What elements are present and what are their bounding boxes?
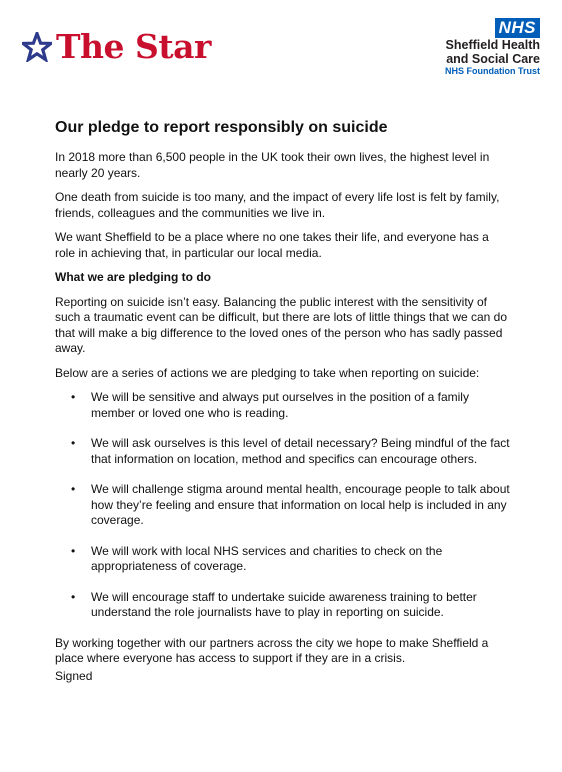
list-item (55, 482, 510, 529)
nhs-foundation-trust: NHS Foundation Trust (445, 66, 540, 76)
nhs-badge: NHS (495, 18, 540, 38)
the-star-wordmark: The Star (56, 27, 211, 66)
list-item (55, 390, 510, 421)
intro-paragraph-2: One death from suicide is too many, and the impact of every life lost is felt by family, friends, colleagues and the communities we live in. (55, 190, 500, 220)
the-star-logo (22, 27, 211, 66)
list-item (55, 590, 510, 621)
list-item (55, 544, 510, 575)
document-title: Our pledge to report responsibly on suicide (55, 119, 388, 136)
list-item (55, 436, 510, 467)
pledge-intro-paragraph: Reporting on suicide isn’t easy. Balancing the public interest with the sensitivity of such a traumatic event can be difficult, but there are lots of little things that we can do that will make a big difference to the loved ones of the person who has sadly passed away. (55, 294, 508, 355)
letterhead (0, 0, 562, 95)
action-text: We will work with local NHS services and charities to check on the appropriateness of coverage. (91, 543, 443, 573)
pledge-document (55, 118, 510, 676)
closing-paragraph: By working together with our partners across the city we hope to make Sheffield a place where everyone has access to support if they are in a crisis. (55, 635, 489, 665)
bullet-icon: • (71, 390, 76, 404)
action-text: We will challenge stigma around mental health, encourage people to talk about how they’re feeling and ensure that information on local help is included in any coverage. (91, 482, 510, 527)
star-icon (22, 32, 52, 62)
signature-line: Signed (55, 669, 93, 683)
action-text: We will ask ourselves is this level of detail necessary? Being mindful of the fact that information on location, method and specifics can encourage others. (91, 436, 510, 466)
nhs-org-line-2: and Social Care (446, 52, 540, 66)
bullet-icon: • (71, 543, 76, 558)
actions-list (55, 390, 510, 621)
action-text: We will encourage staff to undertake suicide awareness training to better understand the role journalists have to play in reporting on suicide. (91, 589, 477, 619)
action-text: We will be sensitive and always put ourselves in the position of a family member or loved one who is reading. (91, 390, 469, 420)
intro-paragraph-3: We want Sheffield to be a place where no one takes their life, and everyone has a role in achieving that, in particular our local media. (55, 230, 489, 260)
bullet-icon: • (71, 482, 76, 496)
nhs-org-line-1: Sheffield Health (445, 38, 540, 52)
actions-intro-paragraph: Below are a series of actions we are pledging to take when reporting on suicide: (55, 365, 480, 380)
pledge-heading: What we are pledging to do (55, 270, 211, 284)
nhs-trust-logo (445, 18, 540, 77)
bullet-icon: • (71, 436, 76, 450)
bullet-icon: • (71, 589, 76, 604)
intro-paragraph-1: In 2018 more than 6,500 people in the UK took their own lives, the highest level in nearly 20 years. (55, 150, 490, 180)
